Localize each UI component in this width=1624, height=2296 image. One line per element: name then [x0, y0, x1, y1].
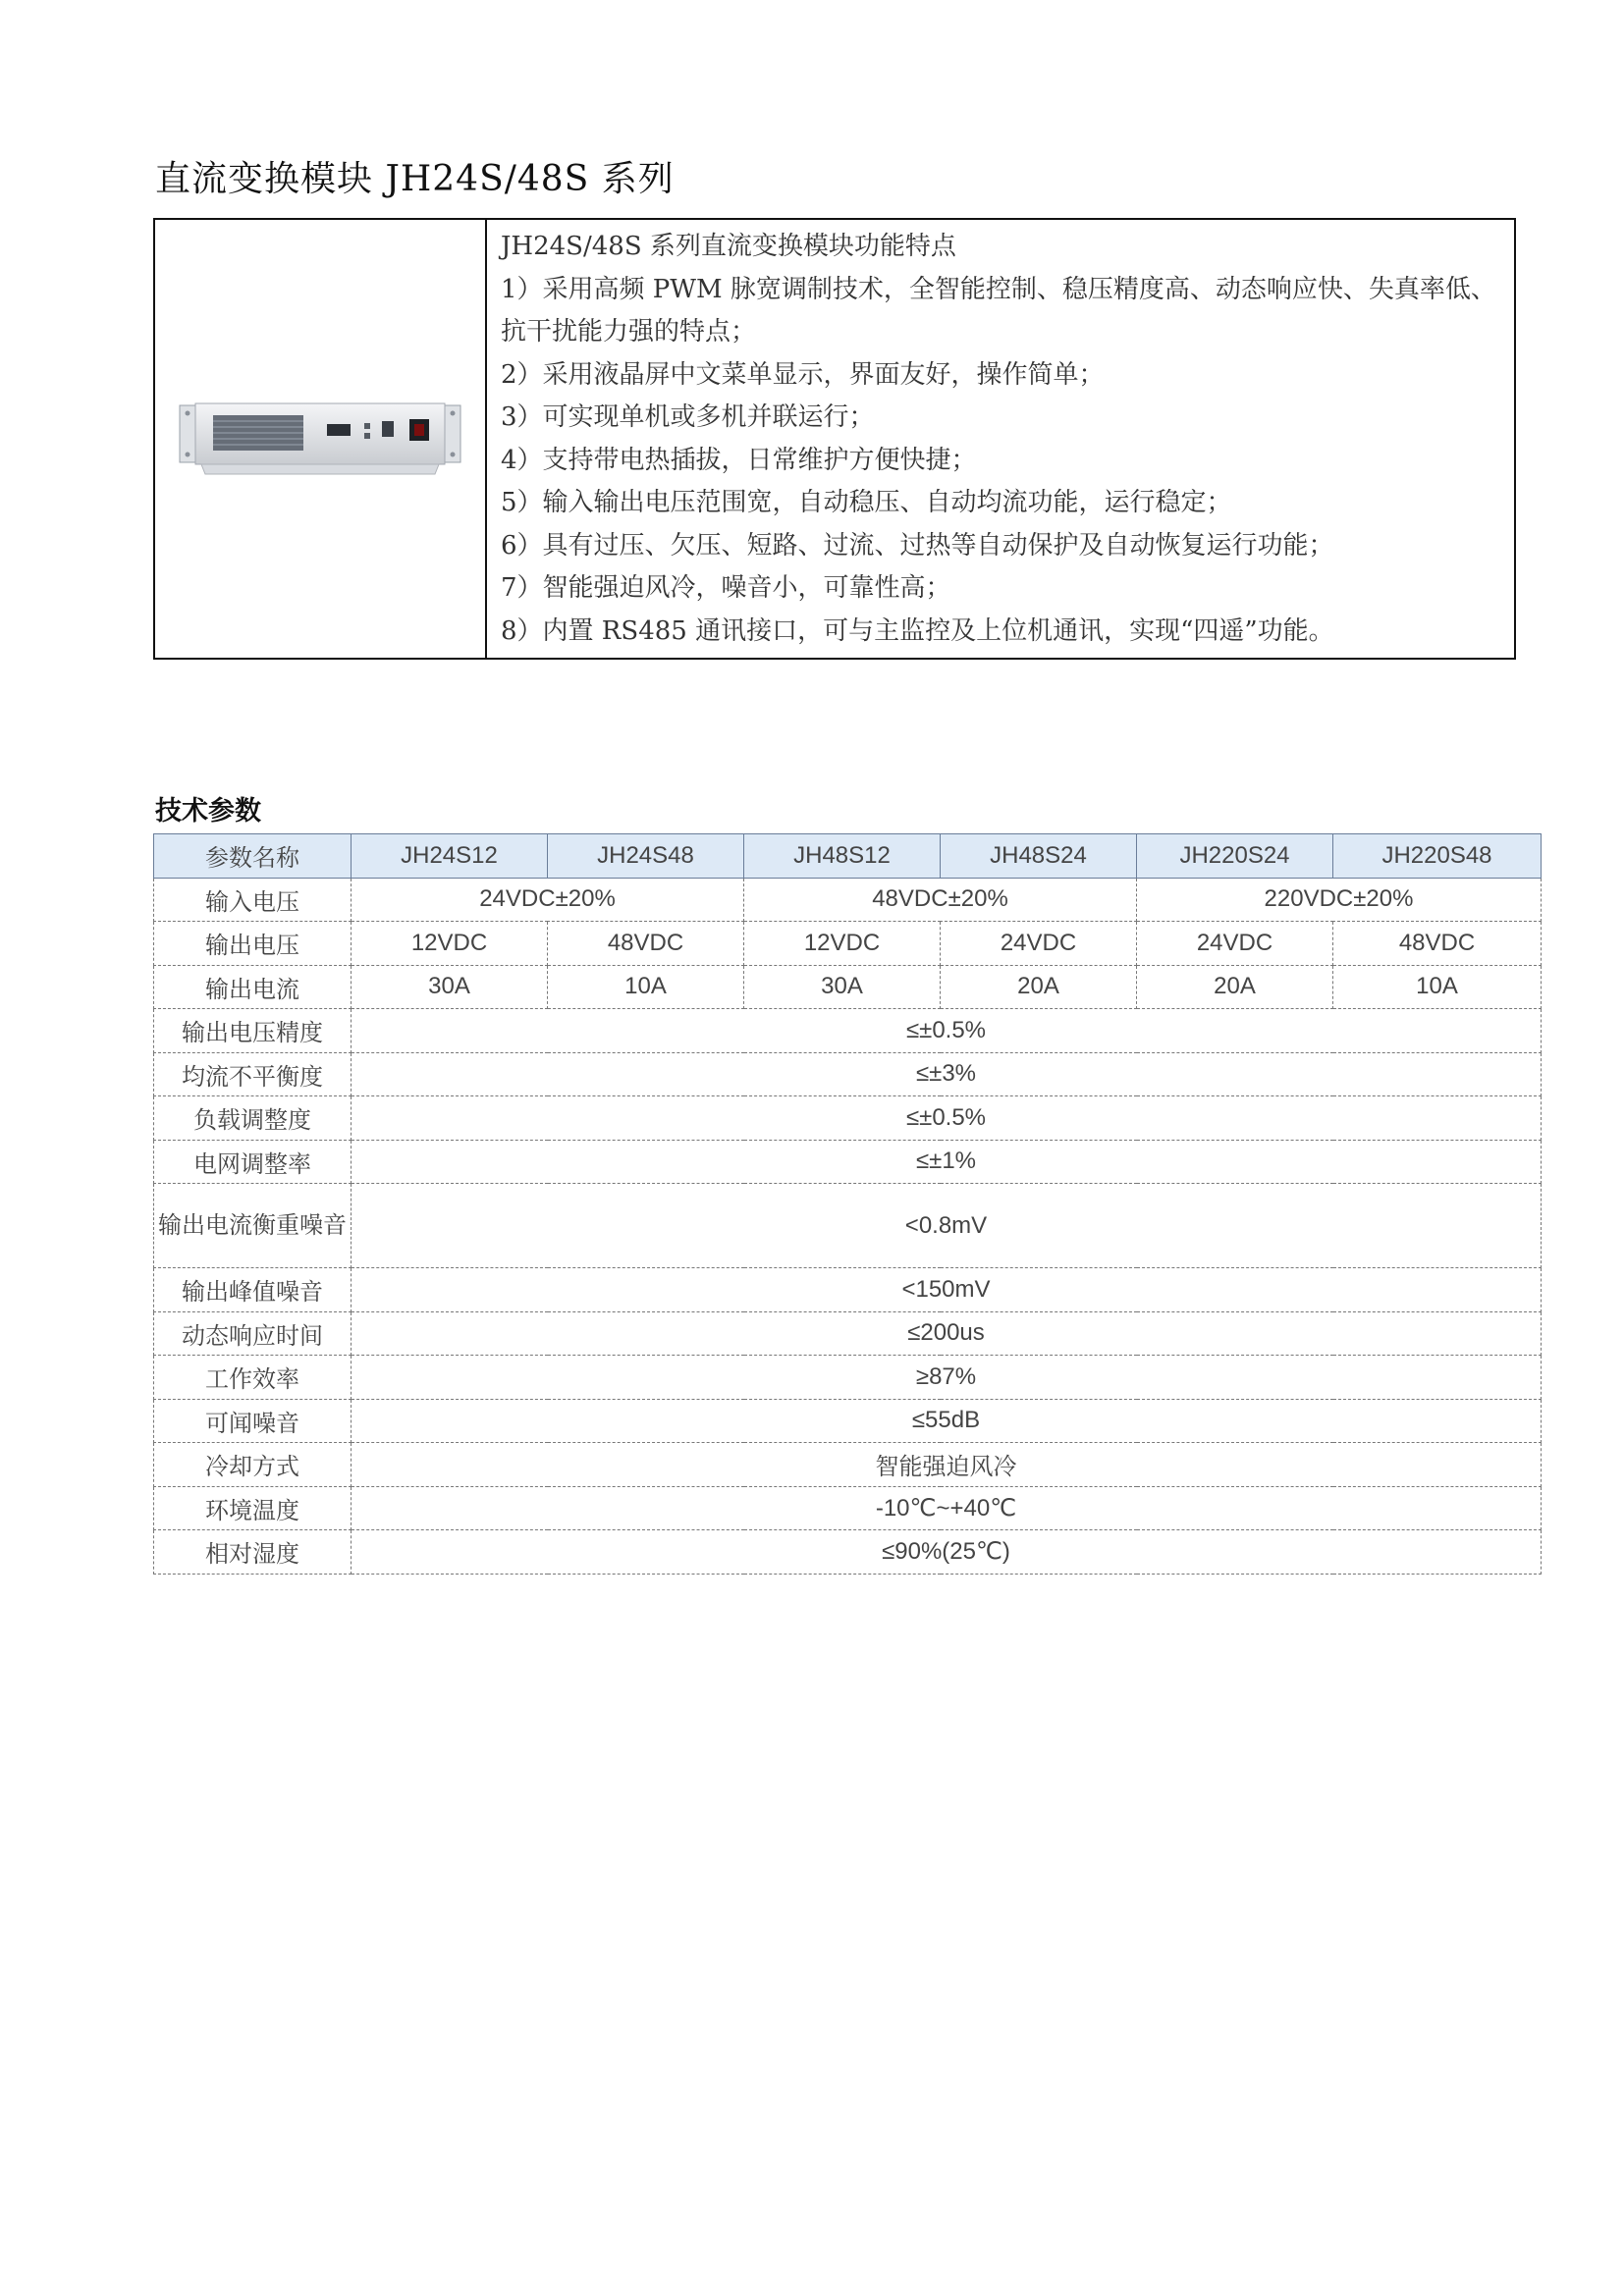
table-cell: 10A — [548, 965, 744, 1009]
spec-header-label: 参数名称 — [154, 834, 352, 879]
model-header: JH24S12 — [352, 834, 548, 879]
row-label: 可闻噪音 — [154, 1399, 352, 1443]
table-cell: ≤±1% — [352, 1140, 1542, 1184]
feature-item: 8）内置 RS485 通讯接口，可与主监控及上位机通讯，实现“四遥”功能。 — [501, 615, 1334, 646]
row-label: 输入电压 — [154, 878, 352, 922]
row-label: 工作效率 — [154, 1356, 352, 1400]
product-image — [178, 400, 462, 478]
row-label: 均流不平衡度 — [154, 1052, 352, 1096]
table-cell: 48VDC — [548, 922, 744, 966]
feature-list — [487, 220, 1514, 658]
table-cell: 12VDC — [352, 922, 548, 966]
table-cell: ≤55dB — [352, 1399, 1542, 1443]
model-header: JH24S48 — [548, 834, 744, 879]
feature-item: 3）可实现单机或多机并联运行； — [501, 402, 875, 432]
model-header: JH220S24 — [1137, 834, 1333, 879]
row-label: 冷却方式 — [154, 1443, 352, 1487]
table-cell: -10℃~+40℃ — [352, 1486, 1542, 1530]
row-label: 输出电压精度 — [154, 1009, 352, 1053]
table-cell: 48VDC±20% — [744, 878, 1137, 922]
table-cell: 12VDC — [744, 922, 941, 966]
feature-item: 1）采用高频 PWM 脉宽调制技术，全智能控制、稳压精度高、动态响应快、失真率低、抗干扰能力强的特点； — [501, 274, 1496, 347]
table-cell: 20A — [1137, 965, 1333, 1009]
table-cell: 220VDC±20% — [1137, 878, 1542, 922]
table-cell: 24VDC — [941, 922, 1137, 966]
table-cell: ≤200us — [352, 1311, 1542, 1356]
feature-item: 5）输入输出电压范围宽，自动稳压、自动均流功能，运行稳定； — [501, 488, 1232, 517]
model-header: JH48S24 — [941, 834, 1137, 879]
table-cell: ≥87% — [352, 1356, 1542, 1400]
feature-item: 7）智能强迫风冷，噪音小，可靠性高； — [501, 573, 951, 603]
table-row — [154, 1268, 1542, 1312]
table-row — [154, 1356, 1542, 1400]
row-label: 相对湿度 — [154, 1530, 352, 1575]
table-cell: 48VDC — [1333, 922, 1542, 966]
spec-header-row — [154, 834, 1542, 879]
table-row — [154, 1096, 1542, 1141]
feature-item: 2）采用液晶屏中文菜单显示，界面友好，操作简单； — [501, 359, 1105, 390]
table-row — [154, 1486, 1542, 1530]
table-cell: 10A — [1333, 965, 1542, 1009]
feature-box — [153, 218, 1516, 660]
table-cell: 24VDC±20% — [352, 878, 744, 922]
row-label: 动态响应时间 — [154, 1311, 352, 1356]
spec-table — [153, 833, 1542, 1575]
row-label: 输出峰值噪音 — [154, 1268, 352, 1312]
product-image-cell — [155, 220, 487, 658]
model-header: JH48S12 — [744, 834, 941, 879]
table-row — [154, 1443, 1542, 1487]
table-cell: 30A — [744, 965, 941, 1009]
table-row — [154, 1530, 1542, 1575]
table-cell: 20A — [941, 965, 1137, 1009]
table-row — [154, 1009, 1542, 1053]
row-label: 输出电流 — [154, 965, 352, 1009]
row-label: 输出电流衡重噪音 — [154, 1184, 352, 1268]
feature-item: 6）具有过压、欠压、短路、过流、过热等自动保护及自动恢复运行功能； — [501, 530, 1334, 561]
feature-heading: JH24S/48S 系列直流变换模块功能特点 — [501, 232, 956, 261]
feature-item: 4）支持带电热插拔，日常维护方便快捷； — [501, 445, 977, 475]
model-header: JH220S48 — [1333, 834, 1542, 879]
table-cell: ≤±3% — [352, 1052, 1542, 1096]
table-cell: ≤90%(25℃) — [352, 1530, 1542, 1575]
table-row — [154, 1311, 1542, 1356]
row-label: 负载调整度 — [154, 1096, 352, 1141]
table-row — [154, 922, 1542, 966]
spec-heading: 技术参数 — [155, 796, 261, 827]
table-row — [154, 965, 1542, 1009]
table-cell: <0.8mV — [352, 1184, 1542, 1268]
table-cell: 智能强迫风冷 — [352, 1443, 1542, 1487]
table-cell: ≤±0.5% — [352, 1096, 1542, 1141]
table-row — [154, 1184, 1542, 1268]
table-row — [154, 1399, 1542, 1443]
row-label: 电网调整率 — [154, 1140, 352, 1184]
table-row — [154, 1140, 1542, 1184]
table-cell: 30A — [352, 965, 548, 1009]
row-label: 环境温度 — [154, 1486, 352, 1530]
row-label: 输出电压 — [154, 922, 352, 966]
table-cell: <150mV — [352, 1268, 1542, 1312]
table-row — [154, 878, 1542, 922]
table-cell: ≤±0.5% — [352, 1009, 1542, 1053]
table-row — [154, 1052, 1542, 1096]
table-cell: 24VDC — [1137, 922, 1333, 966]
page-title: 直流变换模块 JH24S/48S 系列 — [155, 159, 675, 199]
